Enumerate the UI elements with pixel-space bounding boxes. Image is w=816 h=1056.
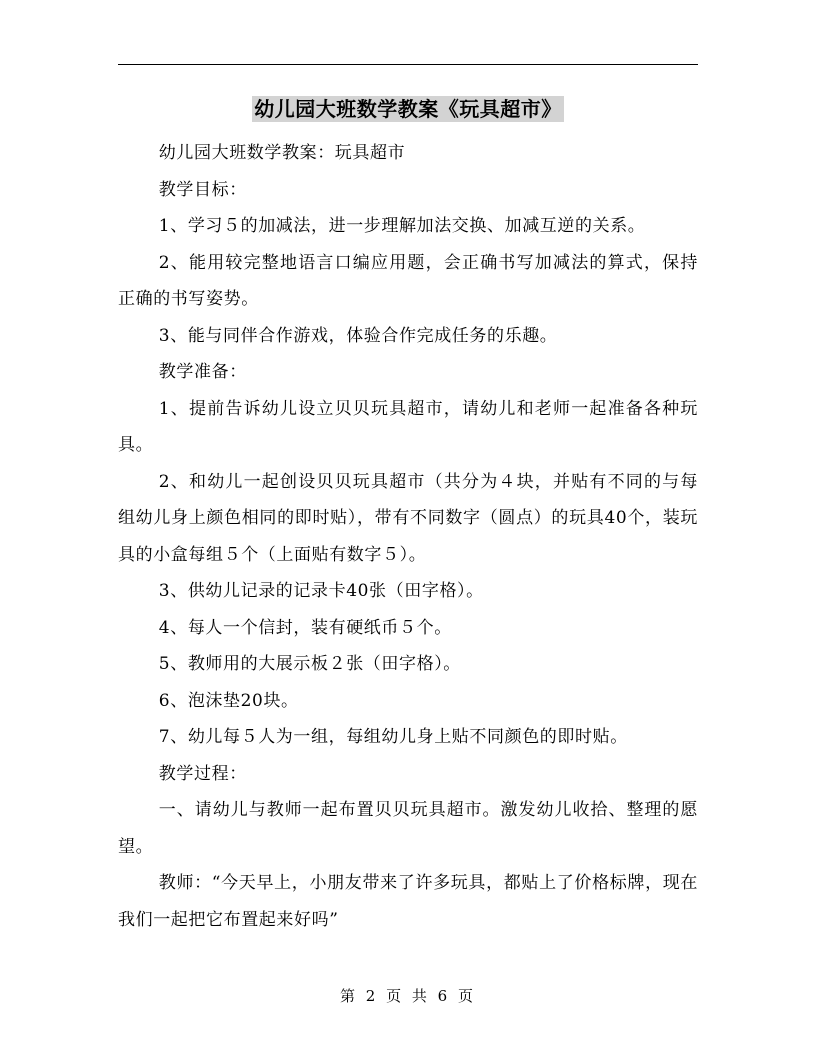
heading-teaching-preparation: 教学准备：: [158, 362, 247, 382]
title-container: [0, 96, 816, 122]
paragraph-process-1: 一、请幼儿与教师一起布置贝贝玩具超市。激发幼儿收拾、整理的愿望。: [118, 800, 698, 857]
page-number: 第 2 页 共 6 页: [340, 987, 476, 1005]
header-rule: [118, 64, 698, 65]
paragraph-prep-7: 7、幼儿每５人为一组，每组幼儿身上贴不同颜色的即时贴。: [158, 727, 628, 747]
heading-teaching-goals: 教学目标：: [158, 179, 247, 200]
heading-teaching-process: 教学过程：: [158, 763, 247, 784]
document-body: [118, 135, 698, 938]
paragraph-teacher-quote: 教师：“今天早上，小朋友带来了许多玩具，都贴上了价格标牌，现在我们一起把它布置起来好吗”: [118, 873, 698, 930]
paragraph-goal-1: 1、学习５的加减法，进一步理解加法交换、加减互逆的关系。: [158, 216, 646, 236]
paragraph-goal-2: 2、能用较完整地语言口编应用题，会正确书写加减法的算式，保持正确的书写姿势。: [118, 252, 698, 309]
paragraph-prep-1: 1、提前告诉幼儿设立贝贝玩具超市，请幼儿和老师一起准备各种玩具。: [118, 398, 698, 455]
paragraph-prep-6: 6、泡沫垫20块。: [158, 690, 299, 711]
paragraph-prep-4: 4、每人一个信封，装有硬纸币５个。: [158, 617, 452, 638]
paragraph-subtitle: 幼儿园大班数学教案：玩具超市: [158, 143, 406, 163]
page-footer: [0, 986, 816, 1006]
document-title: 幼儿园大班数学教案《玩具超市》: [254, 97, 562, 121]
paragraph-goal-3: 3、能与同伴合作游戏，体验合作完成任务的乐趣。: [158, 325, 558, 346]
paragraph-prep-2: 2、和幼儿一起创设贝贝玩具超市（共分为４块，并贴有不同的与每组幼儿身上颜色相同的即时贴），带有不同数字（圆点）的玩具40个，装玩具的小盒每组５个（上面贴有数字５）。: [118, 471, 698, 565]
paragraph-prep-5: 5、教师用的大展示板２张（田字格）。: [158, 654, 461, 674]
paragraph-prep-3: 3、供幼儿记录的记录卡40张（田字格）。: [158, 581, 484, 601]
